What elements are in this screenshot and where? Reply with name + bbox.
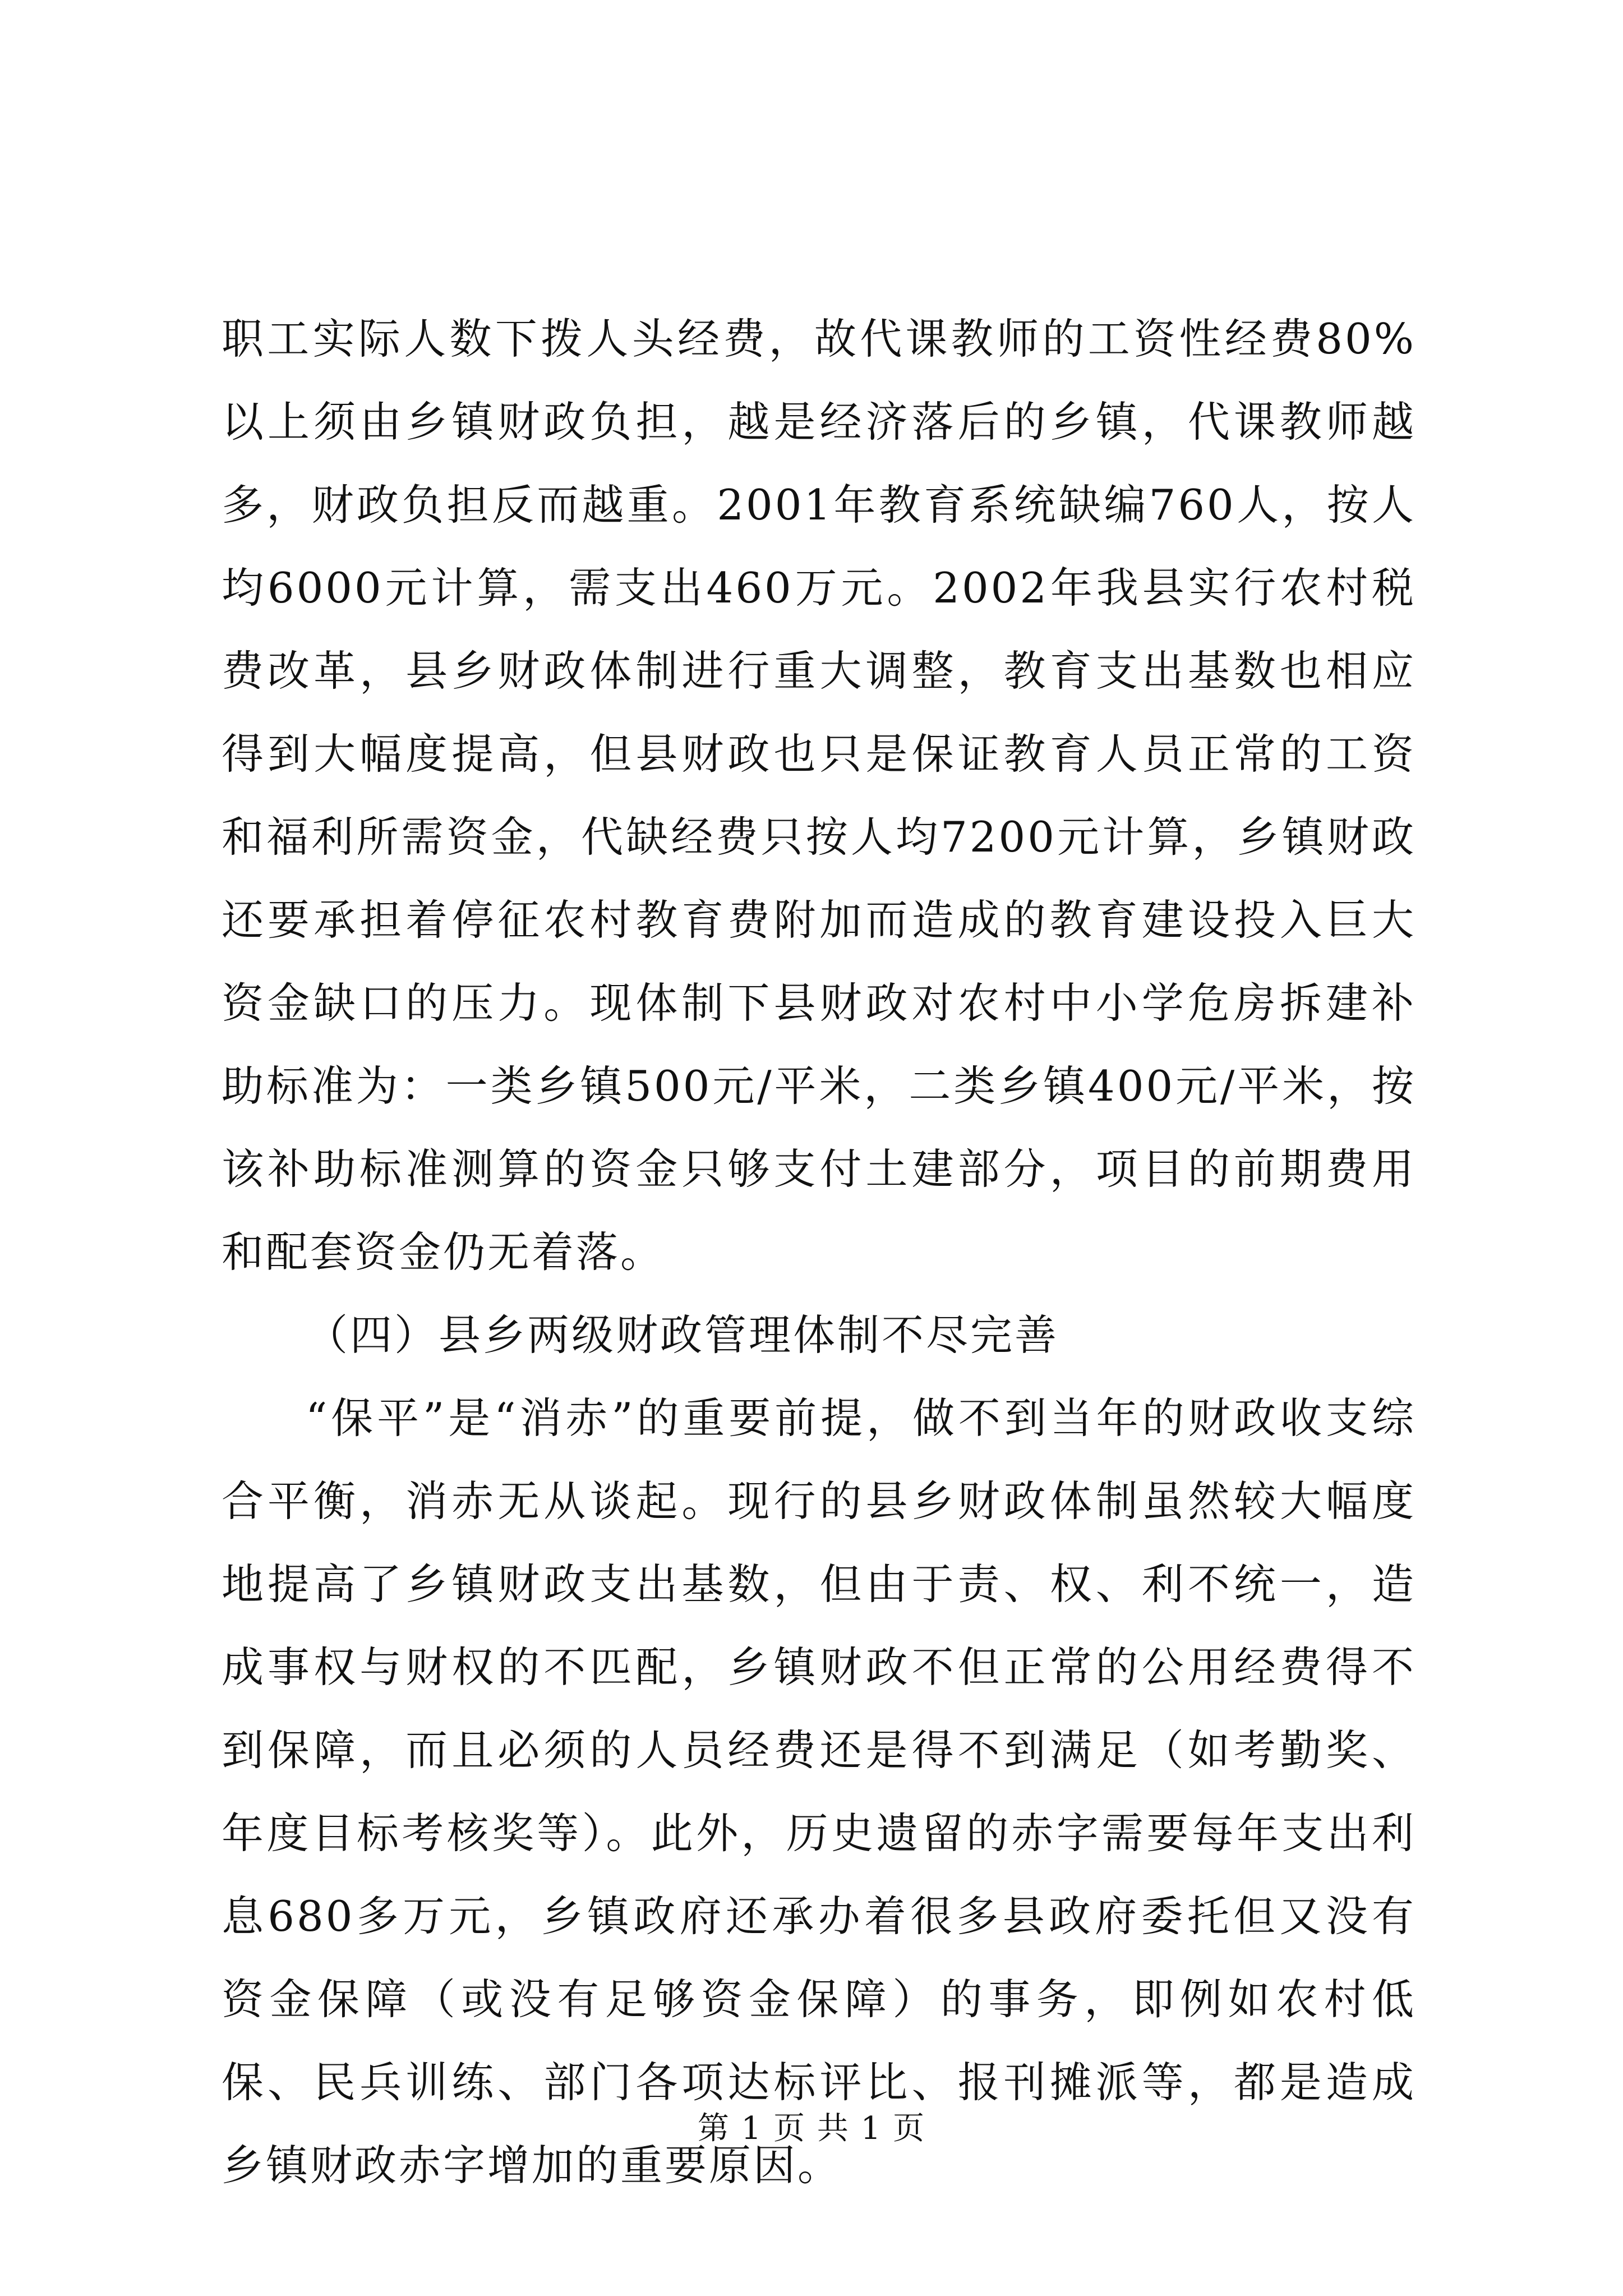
document-body	[222, 297, 1416, 2207]
paragraph-continued: 职工实际人数下拨人头经费，故代课教师的工资性经费80%以上须由乡镇财政负担，越是经济落后的乡镇，代课教师越多，财政负担反而越重。2001年教育系统缺编760人，按人均6000元计算，需支出460万元。2002年我县实行农村税费改革，县乡财政体制进行重大调整，教育支出基数也相应得到大幅度提高，但县财政也只是保证教育人员正常的工资和福利所需资金，代缺经费只按人均7200元计算，乡镇财政还要承担着停征农村教育费附加而造成的教育建设投入巨大资金缺口的压力。现体制下县财政对农村中小学危房拆建补助标准为：一类乡镇500元/平米，二类乡镇400元/平米，按该补助标准测算的资金只够支付土建部分，项目的前期费用和配套资金仍无着落。	[222, 314, 1416, 1277]
page-footer: 第 1 页 共 1 页	[697, 2110, 926, 2147]
paragraph: “保平”是“消赤”的重要前提，做不到当年的财政收支综合平衡，消赤无从谈起。现行的县乡财政体制虽然较大幅度地提高了乡镇财政支出基数，但由于责、权、利不统一，造成事权与财权的不匹配，乡镇财政不但正常的公用经费得不到保障，而且必须的人员经费还是得不到满足（如考勤奖、年度目标考核奖等）。此外，历史遗留的赤字需要每年支出利息680多万元，乡镇政府还承办着很多县政府委托但又没有资金保障（或没有足够资金保障）的事务，即例如农村低保、民兵训练、部门各项达标评比、报刊摊派等，都是造成乡镇财政赤字增加的重要原因。	[222, 1393, 1416, 2190]
section-heading: （四）县乡两级财政管理体制不尽完善	[306, 1310, 1059, 1360]
